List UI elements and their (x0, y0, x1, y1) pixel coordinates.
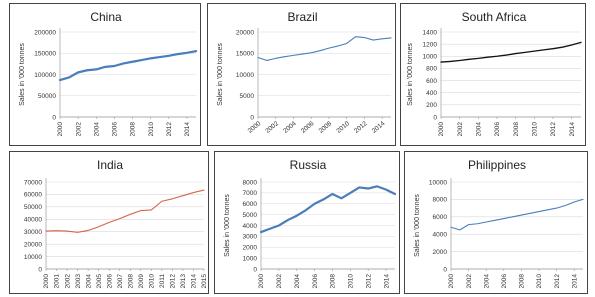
india-ytick-label: 50000 (23, 204, 42, 212)
south-africa-ytick-label: 1000 (422, 53, 437, 61)
philippines-xtick-label: 2002 (465, 274, 473, 289)
india-title: India (96, 158, 124, 172)
south-africa-ytick-label: 0 (433, 114, 437, 122)
russia-ytick-label: 5000 (242, 211, 257, 219)
chart-panel-india (9, 151, 209, 294)
china-ytick-label: 150000 (34, 50, 56, 58)
chart-brazil (208, 4, 397, 147)
south-africa-ytick-label: 1200 (422, 41, 437, 49)
south-africa-xtick-label: 2008 (512, 122, 520, 137)
china-xtick-label: 2002 (75, 122, 83, 137)
russia-series-line (261, 186, 395, 232)
russia-ytick-label: 8000 (242, 179, 257, 187)
south-africa-xtick-label: 2000 (438, 122, 446, 137)
india-xtick-label: 2004 (85, 274, 93, 289)
india-xtick-label: 2005 (95, 274, 103, 289)
india-xtick-label: 2000 (43, 274, 51, 289)
chart-india (10, 152, 210, 295)
brazil-series-line (258, 37, 391, 61)
india-series-line (46, 190, 204, 232)
russia-title: Russia (289, 158, 327, 172)
russia-xtick-label: 2012 (365, 274, 373, 289)
russia-ytick-label: 3000 (242, 233, 257, 241)
russia-xtick-label: 2014 (383, 274, 391, 289)
india-xtick-label: 2010 (148, 274, 156, 289)
brazil-ytick-label: 15000 (235, 50, 254, 58)
philippines-xtick-label: 2006 (501, 274, 508, 289)
russia-ytick-label: 4000 (242, 222, 257, 230)
russia-ytick-label: 7000 (242, 190, 257, 198)
russia-xtick-label: 2010 (347, 274, 355, 289)
brazil-ytick-label: 5000 (239, 93, 254, 101)
russia-xtick-label: 2008 (329, 274, 337, 289)
south-africa-ytick-label: 400 (426, 90, 437, 98)
philippines-ytick-label: 6000 (432, 214, 447, 222)
china-xtick-label: 2014 (184, 122, 192, 137)
chart-panel-russia (214, 151, 400, 294)
philippines-xtick-label: 2000 (448, 274, 456, 289)
south-africa-xtick-label: 2002 (456, 122, 464, 137)
china-xtick-label: 2004 (93, 122, 101, 137)
philippines-ytick-label: 10000 (428, 179, 447, 187)
south-africa-ytick-label: 600 (426, 77, 437, 85)
philippines-series-line (451, 199, 583, 229)
india-xtick-label: 2006 (106, 274, 114, 289)
south-africa-xtick-label: 2014 (568, 122, 576, 137)
chart-philippines (405, 152, 589, 295)
philippines-ytick-label: 2000 (432, 248, 447, 256)
south-africa-y-axis-label: Sales in '000 tonnes (407, 43, 414, 106)
philippines-ytick-label: 0 (443, 266, 447, 274)
philippines-ytick-label: 8000 (432, 196, 447, 204)
china-ytick-label: 0 (52, 114, 56, 122)
russia-xtick-label: 2002 (276, 274, 284, 289)
chart-russia (215, 152, 401, 295)
india-xtick-label: 2003 (74, 274, 82, 289)
india-ytick-label: 60000 (23, 191, 42, 199)
south-africa-ytick-label: 1400 (422, 29, 437, 37)
chart-china (10, 4, 202, 147)
brazil-xtick-label: 2014 (370, 120, 387, 135)
philippines-xtick-label: 2012 (553, 274, 561, 289)
russia-xtick-label: 2000 (258, 274, 266, 289)
india-ytick-label: 20000 (23, 241, 42, 249)
brazil-xtick-label: 2010 (335, 120, 351, 135)
india-ytick-label: 0 (38, 266, 42, 274)
south-africa-xtick-label: 2006 (494, 122, 502, 137)
china-xtick-label: 2010 (147, 122, 155, 137)
brazil-xtick-label: 2002 (264, 120, 281, 135)
india-xtick-label: 2013 (180, 274, 188, 289)
south-africa-xtick-label: 2012 (550, 122, 558, 137)
chart-panel-south-africa (400, 3, 586, 146)
russia-ytick-label: 1000 (242, 255, 257, 263)
brazil-xtick-label: 2006 (299, 120, 316, 135)
india-xtick-label: 2009 (138, 274, 145, 289)
china-xtick-label: 2000 (57, 122, 65, 137)
south-africa-ytick-label: 800 (426, 65, 437, 73)
india-ytick-label: 40000 (23, 216, 42, 224)
russia-ytick-label: 2000 (242, 244, 257, 252)
china-y-axis-label: Sales in '000 tonnes (19, 43, 26, 106)
chart-panel-philippines (404, 151, 588, 294)
brazil-ytick-label: 10000 (235, 71, 254, 79)
russia-y-axis-label: Sales in '000 tonnes (224, 194, 231, 257)
india-xtick-label: 2015 (201, 274, 209, 289)
china-xtick-label: 2006 (111, 122, 119, 137)
chart-south-africa (401, 4, 587, 147)
india-xtick-label: 2001 (53, 274, 61, 289)
south-africa-xtick-label: 2010 (531, 122, 539, 137)
china-ytick-label: 100000 (34, 71, 56, 79)
brazil-xtick-label: 2004 (282, 120, 298, 135)
south-africa-title: South Africa (461, 10, 527, 24)
russia-xtick-label: 2006 (311, 274, 319, 289)
india-ytick-label: 30000 (23, 229, 42, 237)
india-xtick-label: 2012 (169, 274, 177, 289)
brazil-title: Brazil (287, 10, 318, 24)
chart-panel-brazil (207, 3, 396, 146)
india-xtick-label: 2007 (116, 274, 124, 289)
india-xtick-label: 2011 (159, 274, 167, 288)
south-africa-series-line (441, 42, 581, 62)
india-xtick-label: 2002 (64, 274, 72, 289)
brazil-ytick-label: 0 (250, 114, 254, 122)
chart-panel-china (9, 3, 201, 146)
philippines-ytick-label: 4000 (432, 231, 447, 239)
russia-xtick-label: 2004 (293, 274, 301, 289)
china-ytick-label: 200000 (34, 29, 56, 37)
brazil-xtick-label: 2000 (246, 120, 263, 135)
india-xtick-label: 2014 (190, 274, 198, 289)
philippines-xtick-label: 2004 (483, 274, 491, 289)
china-ytick-label: 50000 (37, 93, 56, 101)
south-africa-xtick-label: 2004 (475, 122, 483, 137)
india-ytick-label: 70000 (23, 179, 42, 187)
brazil-ytick-label: 20000 (235, 29, 254, 37)
india-ytick-label: 10000 (23, 253, 42, 261)
china-xtick-label: 2012 (166, 122, 173, 137)
brazil-y-axis-label: Sales in '000 tonnes (217, 43, 224, 106)
philippines-y-axis-label: Sales in '000 tonnes (414, 194, 421, 257)
china-xtick-label: 2008 (129, 122, 137, 137)
philippines-title: Philippines (467, 158, 527, 172)
russia-ytick-label: 0 (253, 266, 257, 274)
philippines-xtick-label: 2008 (518, 274, 526, 289)
china-series-line (60, 51, 196, 80)
china-title: China (90, 10, 122, 24)
philippines-xtick-label: 2014 (571, 274, 579, 289)
south-africa-ytick-label: 200 (426, 102, 437, 110)
india-xtick-label: 2008 (127, 274, 135, 289)
brazil-xtick-label: 2008 (317, 120, 334, 135)
russia-ytick-label: 6000 (242, 201, 257, 209)
brazil-xtick-label: 2012 (353, 120, 369, 135)
philippines-xtick-label: 2010 (536, 274, 544, 289)
